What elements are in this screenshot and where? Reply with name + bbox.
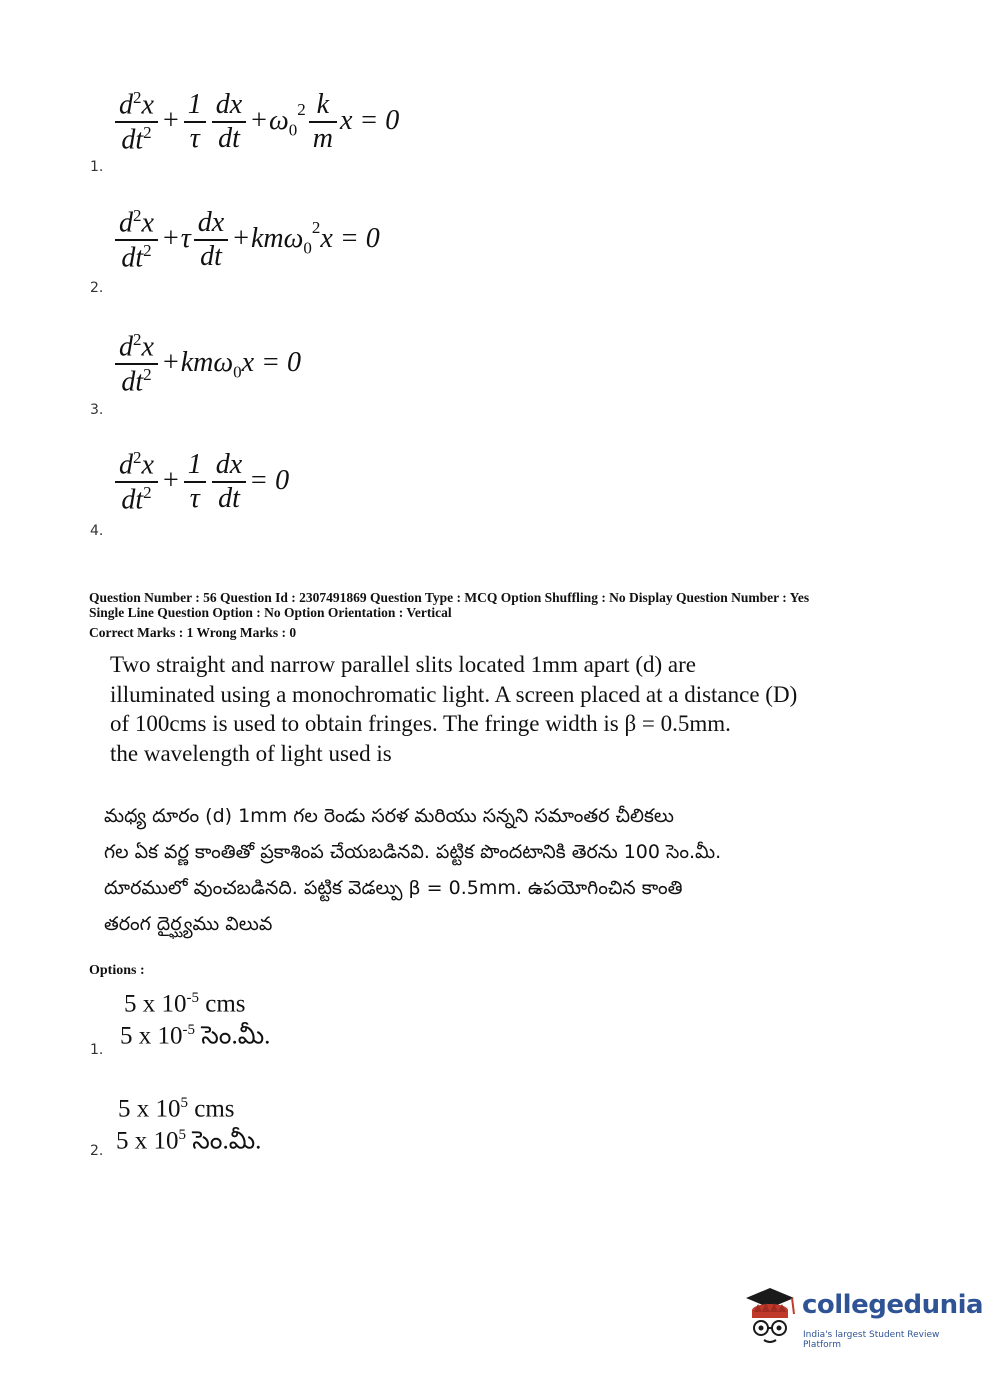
equation-option-3: $\frac{d^2x}{dt^2}$ +kmω$_0$x = 0 [112,330,301,399]
question-marks: Correct Marks : 1 Wrong Marks : 0 [89,625,297,640]
answer-option-2-telugu: 5 x $10^5$ సెం.మీ. [116,1127,262,1155]
brand-tagline: India's largest Student Review Platform [803,1330,940,1350]
question-line: illuminated using a monochromatic light. A screen placed at a distance (D) [110,681,798,707]
option-number: 1. [90,159,104,175]
equation-option-2: $\frac{d^2x}{dt^2}$ +τ $\frac{dx}{dt}$ +kmω$_0^2$x = 0 [112,206,380,275]
options-label: Options : [89,963,145,978]
option-number: 2. [90,1143,104,1159]
collegedunia-logo [742,1284,984,1354]
equation-option-1: $\frac{d^2x}{dt^2}$ + $\frac{1}{\tau}$ $\frac{dx}{dt}$ $+\omega_0^2$ $\frac{k}{m}$ x = 0 [112,88,399,157]
question-line: దూరములో వుంచబడినది. పట్టిక వెడల్పు β = 0.5mm. ఉపయోగించిన కాంతి [104,877,683,899]
answer-option-2-english: 5 x $10^5$ cms [118,1095,235,1123]
option-number: 3. [90,402,104,418]
option-number: 1. [90,1042,104,1058]
question-line: తరంగ దైర్ఘ్యము విలువ [104,913,273,935]
question-text-english [110,650,890,768]
brand-name: collegedunia [802,1290,984,1320]
question-line: Two straight and narrow parallel slits located 1mm apart (d) are [110,652,696,677]
answer-option-1-telugu: 5 x $10^{-5}$ సెం.మీ. [120,1022,271,1050]
question-text-telugu [104,798,924,942]
question-meta-line-1: Question Number : 56 Question Id : 2307491869 Question Type : MCQ Option Shuffling : No Display Question Number : Yes [89,590,810,605]
option-number: 2. [90,280,104,296]
question-line: the wavelength of light used is [110,740,392,766]
question-line: గల ఏక వర్ణ కాంతితో ప్రకాశింప చేయబడినవి. పట్టిక పొందటానికి తెరను 100 సెం.మీ. [104,841,722,863]
question-line: of 100cms is used to obtain fringes. The fringe width is β = 0.5mm. [110,711,731,736]
answer-option-1-english: 5 x $10^{-5}$ cms [124,990,246,1018]
mascot-icon [742,1284,798,1348]
option-number: 4. [90,523,104,539]
question-line: మధ్య దూరం (d) 1mm గల రెండు సరళ మరియు సన్నని సమాంతర చీలికలు [104,805,674,827]
equation-option-4: $\frac{d^2x}{dt^2}$ + $\frac{1}{\tau}$ $\frac{dx}{dt}$ = 0 [112,448,289,517]
question-meta-line-2: Single Line Question Option : No Option Orientation : Vertical [89,605,452,620]
